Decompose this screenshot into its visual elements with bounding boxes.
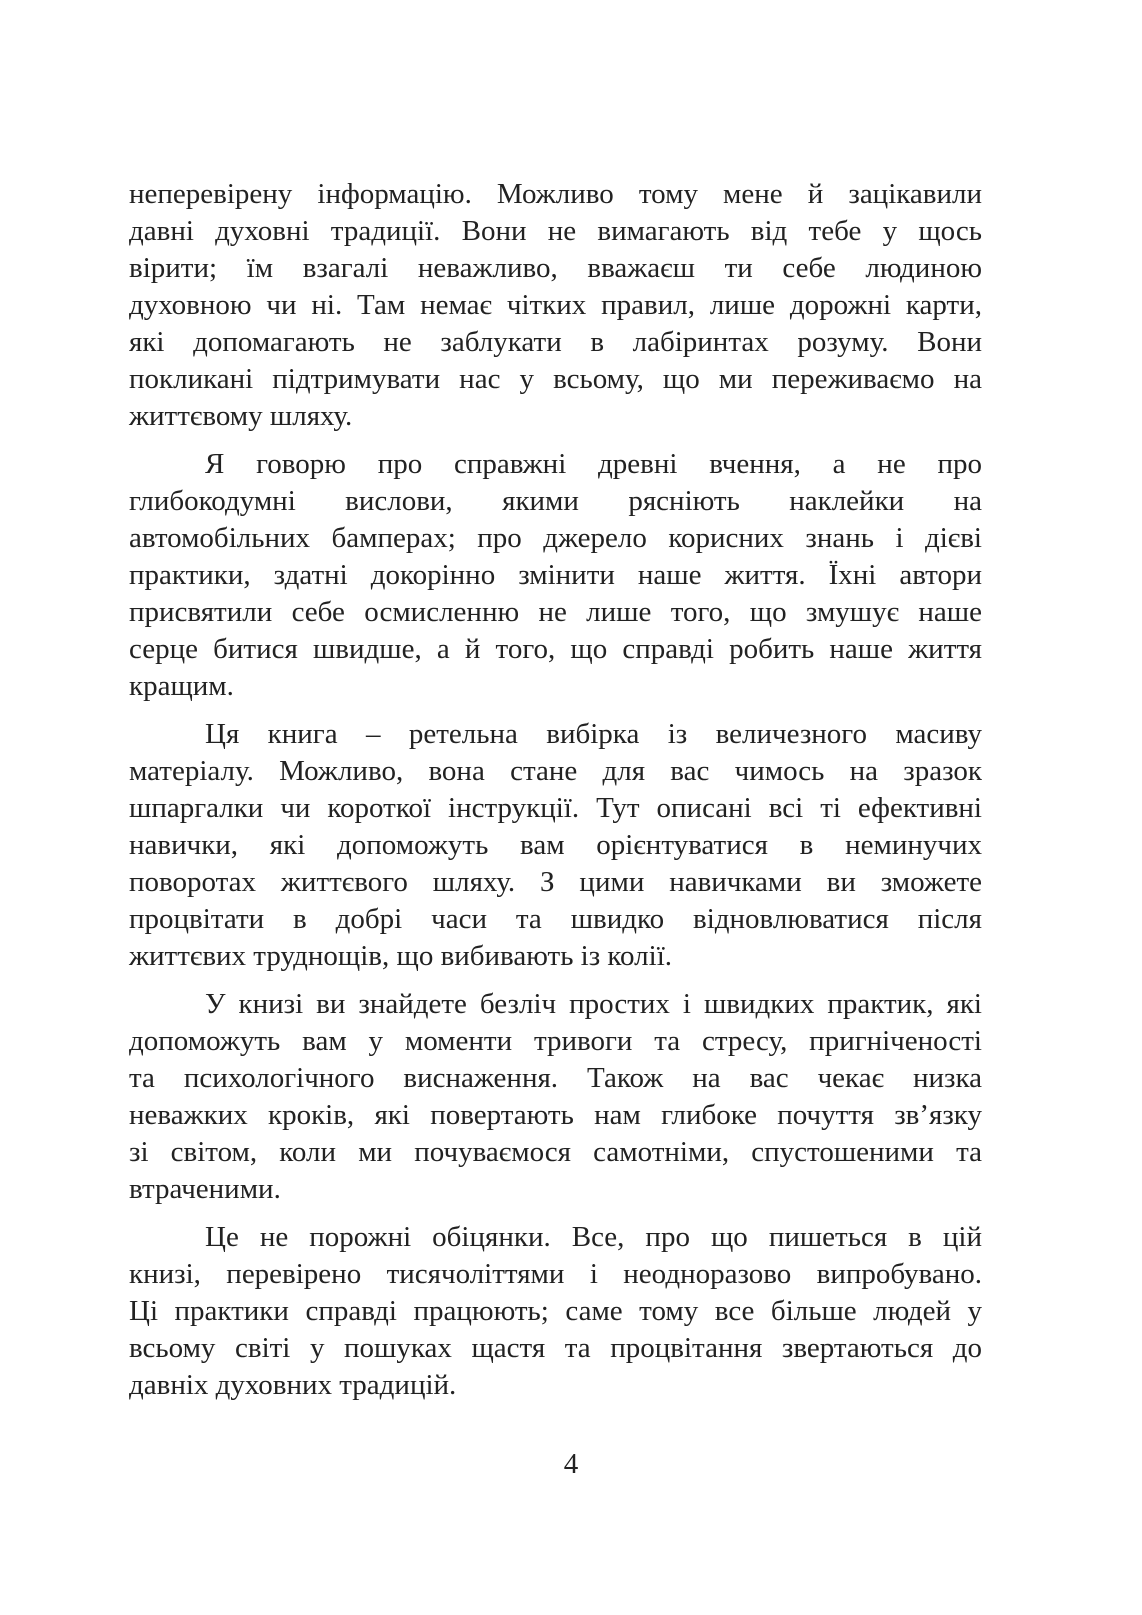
text-line: матеріалу. Можливо, вона стане для вас чимось на зразок (129, 755, 982, 787)
text-line: неперевірену інформацію. Можливо тому мене й зацікавили (129, 178, 982, 210)
text-line: У книзі ви знайдете безліч простих і швидких практик, які (205, 988, 982, 1020)
text-line: покликані підтримувати нас у всьому, що ми переживаємо на (129, 363, 982, 395)
text-line: поворотах життєвого шляху. З цими навичками ви зможете (129, 866, 982, 898)
text-line: кращим. (129, 670, 234, 702)
paragraph (129, 1219, 982, 1404)
paragraph (129, 986, 982, 1208)
text-line: зі світом, коли ми почуваємося самотніми, спустошеними та (129, 1136, 982, 1168)
text-line: давніх духовних традицій. (129, 1369, 457, 1401)
text-line: практики, здатні докорінно змінити наше життя. Їхні автори (129, 559, 982, 591)
text-line: шпаргалки чи короткої інструкції. Тут описані всі ті ефективні (129, 792, 982, 824)
text-line: серце битися швидше, а й того, що справді робить наше життя (129, 633, 982, 665)
text-line: присвятили себе осмисленню не лише того, що змушує наше (129, 596, 982, 628)
text-line: глибокодумні вислови, якими рясніють наклейки на (129, 485, 982, 517)
text-line: вірити; їм взагалі неважливо, вважаєш ти себе людиною (129, 252, 982, 284)
text-line: Я говорю про справжні древні вчення, а не про (205, 448, 982, 480)
text-line: книзі, перевірено тисячоліттями і неодноразово випробувано. (129, 1258, 982, 1290)
text-line: які допомагають не заблукати в лабіринтах розуму. Вони (129, 326, 982, 358)
text-line: навички, які допоможуть вам орієнтуватися в неминучих (129, 829, 982, 861)
text-line: Це не порожні обіцянки. Все, про що пишеться в цій (205, 1221, 982, 1253)
text-line: Ці практики справді працюють; саме тому все більше людей у (129, 1295, 982, 1327)
text-line: Ця книга – ретельна вибірка із величезного масиву (205, 718, 982, 750)
text-line: всьому світі у пошуках щастя та процвітання звертаються до (129, 1332, 982, 1364)
text-line: втраченими. (129, 1173, 281, 1205)
paragraph (129, 446, 982, 705)
text-line: та психологічного виснаження. Також на вас чекає низка (129, 1062, 982, 1094)
text-line: життєвому шляху. (129, 400, 353, 432)
text-line: автомобільних бамперах; про джерело корисних знань і дієві (129, 522, 982, 554)
paragraph (129, 176, 982, 435)
text-line: неважких кроків, які повертають нам глибоке почуття зв’язку (129, 1099, 982, 1131)
paragraph (129, 716, 982, 975)
page-number: 4 (563, 1448, 579, 1480)
text-line: допоможуть вам у моменти тривоги та стресу, пригніченості (129, 1025, 982, 1057)
text-line: давні духовні традиції. Вони не вимагають від тебе у щось (129, 215, 982, 247)
text-line: процвітати в добрі часи та швидко відновлюватися після (129, 903, 982, 935)
text-line: життєвих труднощів, що вибивають із колії. (129, 940, 672, 972)
page-body (129, 176, 982, 1415)
text-line: духовною чи ні. Там немає чітких правил, лише дорожні карти, (129, 289, 982, 321)
